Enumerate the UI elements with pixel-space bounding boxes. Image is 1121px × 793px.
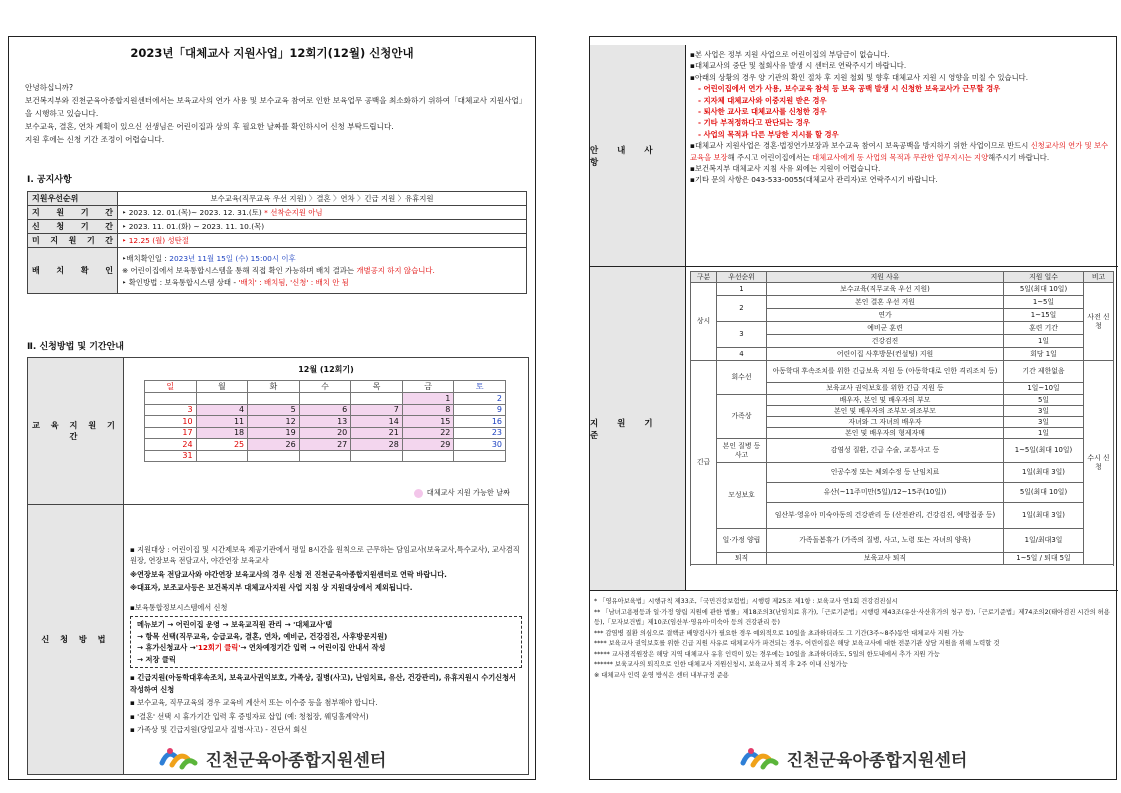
standard-table: 구분 우선순위 지원 사유 지원 일수 비고 상시 1 보수교육(직무교육 우선 지원) 5일(최대 10일) 사전 신청 2 본인 결혼 우선 지원 1~5일 연가 1~15일 3 예비군 훈련 훈련 기간 건강검진 1일 4 어린이집 사후방문(컨설팅) 지원 회당 1일 긴급 회수선 아동학대 후속조치를 위한 긴급보육 지원 등 (아동학대로 인한 격리조치 등) 기간 제한없음 수시 신청 보육교사 권익보호를 위한 긴급 지원 등 1일~10일 가족상 배우자, 본인 및 배우자의 부모 5일 본인 및 배우자의 조부모·외조부모 3일 자녀와 그 자녀의 배우자 3일 본인 및 배우자의 형제자매 1일 본인 질병 등 사고 감염성 질환, 긴급 수술, 교통사고 등 1~5일(최대 10일) 모성보호 인공수정 또는 체외수정 등 난임치료 1일(최대 3일) 유산(~11주미만(5일)/12~15주(10일)) 5일(최대 10일) 임산부·영유아 미숙아동의 건강관리 등 (산전관리, 건강검진, 예방접종 등) 1일(최대 3일) 일·가정 양립 가족돌봄휴가 (가족의 질병, 사고, 노령 또는 자녀의 양육) 1일/최대3일 퇴직 보육교사 퇴직 1~5일 / 퇴대 5일 — [690, 271, 1114, 565]
calendar-day: 12 — [248, 416, 300, 428]
calendar-day: 1 — [402, 393, 454, 405]
calendar-day — [299, 393, 351, 405]
calendar-day — [248, 450, 300, 462]
dispatch-info: ‣배치확인일 : 2023년 11월 15일 (수) 15:00시 이후 ※ 어린이집에서 보육통합시스템을 통해 직접 확인 가능하며 배치 결과는 개별공지 하지 않습니다. ‣ 확인방법 : 보육통합시스템 상태 - '배치' : 배치됨, '신청' : 배치 안 됨 — [118, 248, 527, 294]
calendar-day: 26 — [248, 439, 300, 451]
footnote: ***** 교사겸직원장은 해당 지역 대체교사 유휴 인력이 있는 경우에는 10일을 초과하더라도, 5일의 한도내에서 추가 지원 가능 — [594, 650, 940, 658]
notice-table: 지원우선순위 보수교육(직무교육 우선 지원) 〉결혼 〉연차 〉긴급 지원 〉유휴지원 지 원 기 간 ‣ 2023. 12. 01.(목)~ 2023. 12. 31.(토) * 선착순지원 아님 신 청 기 간 ‣ 2023. 11. 01.(화) ~ 2023. 11. 10.(목) 미 지 원 기 간 ‣ 12.25 (월) 성탄절 배 치 확 인 ‣배치확인일 : 2023년 11월 15일 (수) 15:00시 이후 ※ 어린이집에서 보육통합시스템을 통해 직접 확인 가능하며 배치 결과는 개별공지 하지 않습니다. ‣ 확인방법 : 보육통합시스템 상태 - '배치' : 배치됨, '신청' : 배치 안 됨 — [27, 191, 527, 294]
intro-text: 안녕하십니까? 보건복지부와 진천군육아종합지원센터에서는 보육교사의 연가 사용 및 보수교육 참여로 인한 보육업무 공백을 최소화하기 위하여「대체교사 지원사업」을 시행하고 있습니다. 보수교육, 결혼, 연차 계획이 있으신 선생님은 어린이집과 상의 후 필요한 날짜를 확인하시어 신청 부탁드립니다. 지원 후에는 신청 기간 조정이 어렵습니다. — [25, 83, 523, 144]
calendar — [144, 380, 506, 462]
calendar-day: 22 — [402, 427, 454, 439]
footnote: **** 보육교사 권익보호를 위한 긴급 지원 사유로 대체교사가 파견되는 경우, 어린이집은 해당 보육교사에 대한 전문기관 상담 지원을 위해 노력할 것 — [594, 640, 1000, 647]
calendar-day: 8 — [402, 404, 454, 416]
calendar-day: 11 — [196, 416, 248, 428]
calendar-day — [351, 393, 403, 405]
calendar-day: 21 — [351, 427, 403, 439]
calendar-day: 5 — [248, 404, 300, 416]
calendar-day: 25 — [196, 439, 248, 451]
calendar-title: 12월 (12회기) — [298, 365, 354, 374]
calendar-day: 28 — [351, 439, 403, 451]
calendar-day: 31 — [145, 450, 197, 462]
calendar-day — [248, 393, 300, 405]
calendar-day — [454, 450, 506, 462]
standard-section: 지 원 기 준 구분 우선순위 지원 사유 지원 일수 비고 상시 1 보수교육(직무교육 우선 지원) 5일(최대 10일) 사전 신청 2 본인 결혼 우선 지원 1~5일 연가 1~15일 3 예비군 훈련 훈련 기간 건강검진 1일 4 어린이집 사후방문(컨설팅) 지원 회당 1일 긴급 회수선 아동학대 후속조치를 위한 긴급보육 지원 등 (아동학대로 인한 격리조치 등) 기간 제한없음 수시 신청 보육교사 권익보호를 위한 긴급 지원 등 1일~10일 가족상 배우자, 본인 및 배우자의 부모 5일 본인 및 배우자의 조부모·외조부모 3일 자녀와 그 자녀의 배우자 3일 본인 및 배우자의 형제자매 1일 본인 질병 등 사고 감염성 질환, 긴급 수술, 교통사고 등 1~5일(최대 10일) 모성보호 인공수정 또는 체외수정 등 난임치료 1일(최대 3일) 유산(~11주미만(5일)/12~15주(10일)) 5일(최대 10일) 임산부·영유아 미숙아동의 건강관리 등 (산전관리, 건강검진, 예방접종 등) 1일(최대 3일) 일·가정 양립 가족돌봄휴가 (가족의 질병, 사고, 노령 또는 자녀의 양육) 1일/최대3일 퇴직 보육교사 퇴직 1~5일 / 퇴대 5일 — [590, 267, 1118, 591]
document-title: 2023년「대체교사 지원사업」12회기(12월) 신청안내 — [130, 46, 414, 60]
calendar-day — [351, 450, 403, 462]
calendar-day: 19 — [248, 427, 300, 439]
center-logo: 진천군육아종합지원센터 — [9, 745, 535, 771]
calendar-day — [299, 450, 351, 462]
footnote: ****** 보육교사의 퇴직으로 인한 대체교사 지원신청시, 보육교사 퇴직 후 2주 이내 신청가능 — [594, 661, 848, 668]
center-logo-icon — [739, 745, 779, 771]
calendar-day: 24 — [145, 439, 197, 451]
weekday-header: 월 — [196, 381, 248, 393]
calendar-day — [196, 393, 248, 405]
footnotes — [594, 597, 1114, 681]
footnote: * 「영유아보육법」시행규칙 제33조,「국민건강보험법」시행령 제25조 제1항 : 보육교사 연1회 건강검진실시 — [594, 598, 898, 605]
weekday-header: 금 — [402, 381, 454, 393]
calendar-day: 14 — [351, 416, 403, 428]
apply-method: ▪ 지원대상 : 어린이집 및 시간제보육 제공기관에서 평일 8시간을 원칙으로 근무하는 담임교사(보육교사,특수교사), 교사겸직원장, 연장보육 전담교사, 야간연장 보육교사 ※연장보육 전담교사와 야간연장 보육교사의 경우 신청 전 진천군육아종합지원센터로 연락 바랍니다. ※대표자, 보조교사등은 보건복지부 대체교사지원 사업 지침 상 지원대상에서 제외됩니다. ▪보육통합정보시스템에서 신청 메뉴보기 → 어린이집 운영 → 보육교직원 관리 → '대체교사'탭 → 항목 선택(직무교육, 승급교육, 결혼, 연차, 예비군, 건강검진, 사후방문지원) → 휴가신청교사 →'12회기 클릭'→ 연차예정기간 입력 → 어린이집 안내서 작성 → 저장 클릭 ▪ 긴급지원(아동학대후속조치, 보육교사권익보호, 가족상, 질병(사고), 난임치료, 유산, 건강관리), 유휴지원시 수기신청서 작성하여 신청 ▪ 보수교육, 직무교육의 경우 교육비 계산서 또는 이수증 등을 첨부해야 합니다. ▪ '결혼' 선택 시 휴가기간 입력 후 증빙자료 삽입 (예: 청첩장, 웨딩홀계약서) ▪ 가족상 및 긴급지원(당일교사 질병·사고) - 진단서 회신 — [124, 505, 529, 775]
calendar-day: 23 — [454, 427, 506, 439]
calendar-day: 13 — [299, 416, 351, 428]
calendar-day: 9 — [454, 404, 506, 416]
calendar-day: 20 — [299, 427, 351, 439]
calendar-day: 4 — [196, 404, 248, 416]
calendar-day: 27 — [299, 439, 351, 451]
method-heading: Ⅱ. 신청방법 및 기간안내 — [27, 342, 124, 352]
calendar-day: 3 — [145, 404, 197, 416]
center-logo-icon — [158, 745, 198, 771]
calendar-day: 18 — [196, 427, 248, 439]
calendar-day: 6 — [299, 404, 351, 416]
calendar-day: 17 — [145, 427, 197, 439]
weekday-header: 토 — [454, 381, 506, 393]
weekday-header: 수 — [299, 381, 351, 393]
guide-section: 안 내 사 항 ▪본 사업은 정부 지원 사업으로 어린이집의 부담금이 없습니다. ▪대체교사의 중단 및 철회사유 발생 시 센터로 연락주시기 바랍니다. ▪아래의 상황의 경우 양 기관의 확인 절차 후 지원 철회 및 향후 대체교사 지원 시 영향을 미칠 수 있습니다. - 어린이집에서 연가 사용, 보수교육 참석 등 보육 공백 발생 시 신청한 보육교사가 근무할 경우 - 지자체 대체교사와 이중지원 받은 경우 - 퇴사한 교사로 대체교사를 신청한 경우 - 기타 부적정하다고 판단되는 경우 - 사업의 목적과 다른 부당한 지시를 할 경우 ▪대체교사 지원사업은 경혼·법정연가보장과 보수교육 참여시 보육공백을 방지하기 위한 사업이므로 반드시 신청교사의 연가 및 보수교육을 보장해 주시고 어린이집에서는 대체교사에게 동 사업의 목적과 무관한 업무지시는 지양해주시기 바랍니다. ▪보건복지부 대체교사 지침 사유 외에는 지원이 어렵습니다. ▪기타 문의 사항은 043-533-0055(대체교사 관리자)로 연락주시기 바랍니다. — [590, 45, 1118, 267]
calendar-day: 30 — [454, 439, 506, 451]
weekday-header: 목 — [351, 381, 403, 393]
calendar-day: 10 — [145, 416, 197, 428]
center-logo-right: 진천군육아종합지원센터 — [590, 745, 1116, 771]
calendar-legend: 대체교사 지원 가능한 날짜 — [414, 488, 510, 498]
apply-table: 교 육 지 원 기 간 12월 (12회기) 일 월 화 수 목 금 토 1 2 3 4 5 6 7 8 9 10 11 12 13 14 15 16 17 18 19 20 21 22 23 24 25 26 27 28 29 30 31 대체교사 지원 가능한 날짜 신 청 방 법 ▪ 지원대상 : 어린이집 및 시간제보육 제공기관에서 평일 8시간을 원칙으로 근무하는 담임교사(보육교사,특수교사), 교사겸직원장, 연장보육 전담교사, 야간연장 보육교사 ※연장보육 전담교사와 야간연장 보육교사의 경우 신청 전 진천군육아종합지원센터로 연락 바랍니다. ※대표자, 보조교사등은 보건복지부 대체교사지원 사업 지침 상 지원대상에서 제외됩니다. ▪보육통합정보시스템에서 신청 메뉴보기 → 어린이집 운영 → 보육교직원 관리 → '대체교사'탭 → 항목 선택(직무교육, 승급교육, 결혼, 연차, 예비군, 건강검진, 사후방문지원) → 휴가신청교사 →'12회기 클릭'→ 연차예정기간 입력 → 어린이집 안내서 작성 → 저장 클릭 ▪ 긴급지원(아동학대후속조치, 보육교사권익보호, 가족상, 질병(사고), 난임치료, 유산, 건강관리), 유휴지원시 수기신청서 작성하여 신청 ▪ 보수교육, 직무교육의 경우 교육비 계산서 또는 이수증 등을 첨부해야 합니다. ▪ '결혼' 선택 시 휴가기간 입력 후 증빙자료 삽입 (예: 청첩장, 웨딩홀계약서) ▪ 가족상 및 긴급지원(당일교사 질병·사고) - 진단서 회신 — [27, 357, 529, 775]
calendar-day: 16 — [454, 416, 506, 428]
calendar-day: 15 — [402, 416, 454, 428]
weekday-header: 일 — [145, 381, 197, 393]
calendar-day: 7 — [351, 404, 403, 416]
calendar-day — [402, 450, 454, 462]
footnote: ※ 대체교사 인력 운영 방식은 센터 내부규정 준용 — [594, 671, 729, 679]
calendar-day — [196, 450, 248, 462]
apply-flow: 메뉴보기 → 어린이집 운영 → 보육교직원 관리 → '대체교사'탭 → 항목 선택(직무교육, 승급교육, 결혼, 연차, 예비군, 건강검진, 사후방문지원) → 휴가신청교사 →'12회기 클릭'→ 연차예정기간 입력 → 어린이집 안내서 작성 → 저장 클릭 — [130, 616, 522, 668]
calendar-day: 2 — [454, 393, 506, 405]
calendar-day: 29 — [402, 439, 454, 451]
calendar-day — [145, 393, 197, 405]
right-page — [589, 36, 1117, 780]
footnote: ** 「남녀고용평등과 일·가정 양립 지원에 관한 법률」제18조의3(난임치료 휴가),「근로기준법」시행령 제43조(유산·사산휴가의 청구 등),「근로기준법」제74조의2(태아검진 시간의 허용 등),「모자보건법」제10조(임산부·영유아·미숙아 등의 건강관리 등) — [594, 608, 1110, 626]
pink-dot-icon — [414, 489, 423, 498]
weekday-header: 화 — [248, 381, 300, 393]
footnote: *** 감염병 질환 의심으로 결핵균 배양검사가 필요한 경우 예외적으로 10일을 초과하더라도 그 기간(3주~8주)동안 대체교사 지원 가능 — [594, 629, 964, 637]
left-page — [8, 36, 536, 780]
notice-heading: Ⅰ. 공지사항 — [27, 175, 72, 185]
